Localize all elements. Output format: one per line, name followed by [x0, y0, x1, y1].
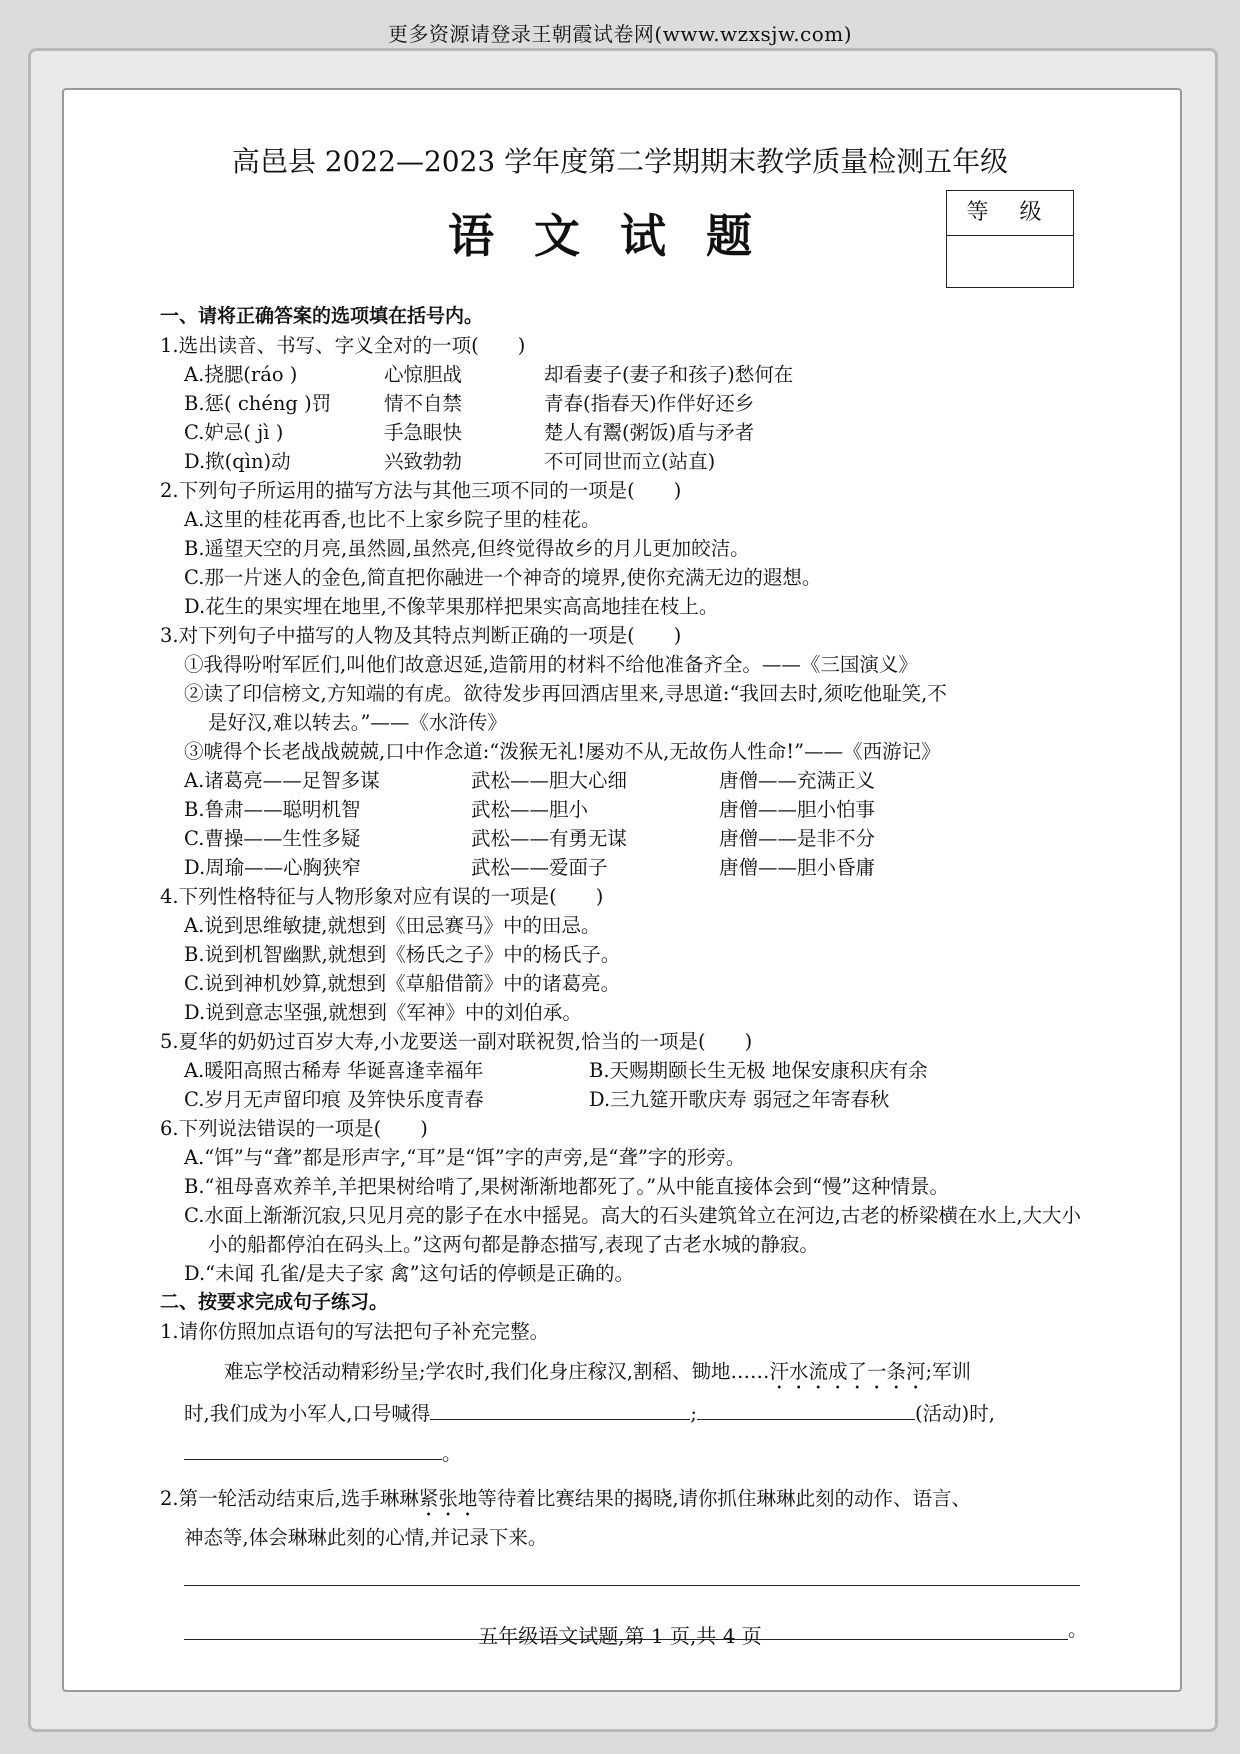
- q3-stem: 3.对下列句子中描写的人物及其特点判断正确的一项是( ): [160, 624, 682, 647]
- question-2-2: 2.第一轮活动结束后,选手琳琳紧张地等待着比赛结果的揭晓,请你抓住琳琳此刻的动作、语言、 神态等,体会琳琳此刻的心情,并记录下来。 。: [160, 1482, 1090, 1640]
- subject-title: 语文试题: [448, 209, 792, 263]
- q6-stem: 6.下列说法错误的一项是( ): [160, 1117, 428, 1140]
- q3-sentence-1: ①我得吩咐军匠们,叫他们故意迟延,造箭用的材料不给他准备齐全。——《三国演义》: [184, 653, 918, 676]
- q4-option-b: B.说到机智幽默,就想到《杨氏之子》中的杨氏子。: [184, 943, 621, 966]
- section1-heading: 一、请将正确答案的选项填在括号内。: [160, 305, 484, 327]
- grade-box: [946, 190, 1074, 288]
- question-2-1: 1.请你仿照加点语句的写法把句子补充完整。 难忘学校活动精彩纷呈;学农时,我们化身庄稼汉,割稻、锄地……汗水流成了一条河;军训 时,我们成为小军人,口号喊得 ; (活动)时, 。: [160, 1317, 1090, 1474]
- exam-content: [160, 302, 1090, 1640]
- q3-sentence-3: ③唬得个长老战战兢兢,口中作念道:“泼猴无礼!屡劝不从,无故伤人性命!”——《西游记》: [184, 740, 941, 763]
- q6-option-a: A.“饵”与“聋”都是形声字,“耳”是“饵”字的声旁,是“聋”字的形旁。: [184, 1146, 746, 1169]
- q1-option-b: B.惩( chéng )罚 情不自禁 青春(指春天)作伴好还乡: [184, 392, 755, 415]
- q4-option-c: C.说到神机妙算,就想到《草船借箭》中的诸葛亮。: [184, 972, 621, 995]
- q4-stem: 4.下列性格特征与人物形象对应有误的一项是( ): [160, 885, 604, 908]
- q2-option-b: B.遥望天空的月亮,虽然圆,虽然亮,但终觉得故乡的月儿更加皎洁。: [184, 537, 750, 560]
- q5-option-c: C.岁月无声留印痕 及笄快乐度青春: [184, 1088, 484, 1111]
- page-footer: 五年级语文试题,第 1 页,共 4 页: [478, 1624, 762, 1648]
- q6-option-d: D.“未闻 孔雀/是夫子家 禽”这句话的停顿是正确的。: [184, 1262, 635, 1285]
- q2-option-d: D.花生的果实埋在地里,不像苹果那样把果实高高地挂在枝上。: [184, 595, 719, 618]
- q4-option-d: D.说到意志坚强,就想到《军神》中的刘伯承。: [184, 1001, 582, 1024]
- q3-option-d: D.周瑜——心胸狭窄 武松——爱面子 唐僧——胆小昏庸: [184, 856, 876, 879]
- dotted-phrase: 汗水流成了一条河: [769, 1360, 926, 1383]
- s2q2-stem-cont: 神态等,体会琳琳此刻的心情,并记录下来。: [184, 1526, 548, 1549]
- q6-option-b: B.“祖母喜欢养羊,羊把果树给啃了,果树渐渐地都死了。”从中能直接体会到“慢”这种情景。: [184, 1175, 950, 1198]
- q5-option-b: B.天赐期颐长生无极 地保安康积庆有余: [589, 1059, 928, 1082]
- q1-option-c: C.妒忌( jì ) 手急眼快 楚人有鬻(粥饭)盾与矛者: [184, 421, 755, 444]
- q2-stem: 2.下列句子所运用的描写方法与其他三项不同的一项是( ): [160, 479, 682, 502]
- q4-option-a: A.说到思维敏捷,就想到《田忌赛马》中的田忌。: [184, 914, 601, 937]
- q2-option-a: A.这里的桂花再香,也比不上家乡院子里的桂花。: [184, 508, 601, 531]
- s2q1-paragraph: 难忘学校活动精彩纷呈;学农时,我们化身庄稼汉,割稻、锄地……汗水流成了一条河;军训: [224, 1360, 972, 1383]
- section2-heading: 二、按要求完成句子练习。: [160, 1291, 389, 1313]
- question-3: [160, 621, 1090, 882]
- question-4: [160, 882, 1090, 1027]
- header-url: 更多资源请登录王朝霞试卷网(www.wzxsjw.com): [387, 22, 853, 46]
- q1-option-a: A.挠腮(ráo ) 心惊胆战 却看妻子(妻子和孩子)愁何在: [184, 363, 794, 386]
- q2-option-c: C.那一片迷人的金色,简直把你融进一个神奇的境界,使你充满无边的遐想。: [184, 566, 822, 589]
- answer-line-1[interactable]: [184, 1585, 1080, 1586]
- q5-stem: 5.夏华的奶奶过百岁大寿,小龙要送一副对联祝贺,恰当的一项是( ): [160, 1030, 753, 1053]
- q3-sentence-2a: ②读了印信榜文,方知端的有虎。欲待发步再回酒店里来,寻思道:“我回去时,须吃他耻笑,不: [184, 682, 947, 705]
- q3-sentence-2b: 是好汉,难以转去。”——《水浒传》: [208, 711, 507, 734]
- question-2: [160, 476, 1090, 621]
- dotted-word: 紧张地: [418, 1487, 478, 1510]
- question-1: [160, 331, 1090, 476]
- q3-option-c: C.曹操——生性多疑 武松——有勇无谋 唐僧——是非不分: [184, 827, 876, 850]
- grade-label: 等 级: [947, 191, 1073, 236]
- exam-title: 高邑县 2022—2023 学年度第二学期期末教学质量检测五年级: [231, 145, 1009, 178]
- question-6: [160, 1114, 1090, 1288]
- answer-blank-1[interactable]: [430, 1397, 690, 1420]
- q1-stem: 1.选出读音、书写、字义全对的一项( ): [160, 334, 526, 357]
- answer-blank-2[interactable]: [697, 1397, 915, 1420]
- answer-blank-3[interactable]: [184, 1437, 442, 1460]
- q1-option-d: D.揿(qìn)动 兴致勃勃 不可同世而立(站直): [184, 450, 716, 473]
- s2q1-stem: 1.请你仿照加点语句的写法把句子补充完整。: [160, 1320, 550, 1343]
- q5-option-d: D.三九筵开歌庆寿 弱冠之年寄春秋: [589, 1088, 890, 1111]
- q3-option-a: A.诸葛亮——足智多谋 武松——胆大心细 唐僧——充满正义: [184, 769, 876, 792]
- q5-option-a: A.暖阳高照古稀寿 华诞喜逢幸福年: [184, 1059, 484, 1082]
- q6-option-c: C.水面上渐渐沉寂,只见月亮的影子在水中摇晃。高大的石头建筑耸立在河边,古老的桥梁横在水上,大大小小的船都停泊在码头上。”这两句都是静态描写,表现了古老水城的静寂。: [184, 1204, 1082, 1256]
- question-5: [160, 1027, 1090, 1114]
- q3-option-b: B.鲁肃——聪明机智 武松——胆小 唐僧——胆小怕事: [184, 798, 876, 821]
